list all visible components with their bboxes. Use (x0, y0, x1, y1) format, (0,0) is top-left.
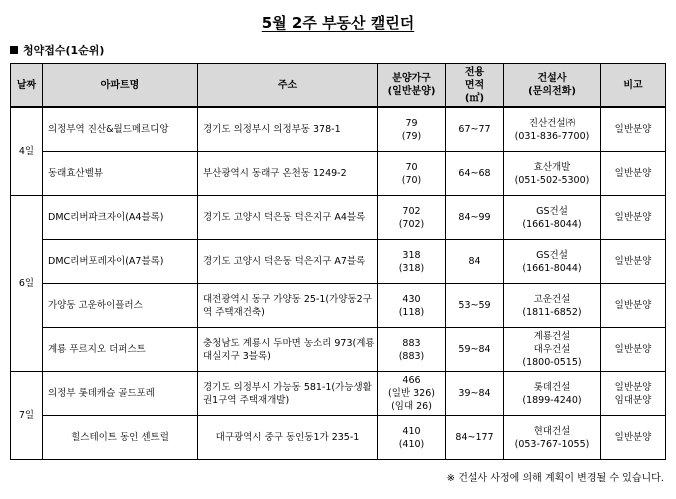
units: 466 (일반 326) (임대 26) (378, 372, 446, 416)
units: 430 (118) (378, 284, 446, 328)
table-row (11, 240, 666, 284)
area: 53~59 (446, 284, 504, 328)
section-heading: 청약접수(1순위) (10, 42, 104, 58)
apt-name: 가양동 고운하이플러스 (43, 284, 198, 328)
area: 84~177 (446, 416, 504, 460)
table-row (11, 107, 666, 152)
table-row (11, 152, 666, 196)
col-addr: 주소 (198, 64, 378, 108)
header-row (11, 64, 666, 108)
builder: 롯데건설 (1899-4240) (504, 372, 601, 416)
note: 일반분양 임대분양 (601, 372, 666, 416)
apt-name: 동래효산벨뷰 (43, 152, 198, 196)
note: 일반분양 (601, 240, 666, 284)
footnote: ※ 건설사 사정에 의해 계획이 변경될 수 있습니다. (446, 473, 664, 484)
address: 경기도 의정부시 의정부동 378-1 (198, 107, 378, 152)
builder: 현대건설 (053-767-1055) (504, 416, 601, 460)
area: 67~77 (446, 107, 504, 152)
units: 883 (883) (378, 328, 446, 372)
note: 일반분양 (601, 196, 666, 240)
builder: 계룡건설 대우건설 (1800-0515) (504, 328, 601, 372)
square-bullet-icon (10, 46, 18, 54)
area: 39~84 (446, 372, 504, 416)
builder: GS건설 (1661-8044) (504, 240, 601, 284)
address: 경기도 의정부시 가능동 581-1(가능생활권1구역 주택재개발) (198, 372, 378, 416)
note: 일반분양 (601, 152, 666, 196)
address: 대전광역시 동구 가양동 25-1(가양동2구역 주택재건축) (198, 284, 378, 328)
date-cell: 7일 (11, 372, 43, 460)
date-cell: 4일 (11, 107, 43, 196)
units: 702 (702) (378, 196, 446, 240)
date-cell: 6일 (11, 196, 43, 372)
table-row (11, 196, 666, 240)
address: 충청남도 계룡시 두마면 농소리 973(계룡대실지구 3블록) (198, 328, 378, 372)
table-row (11, 328, 666, 372)
builder: 진산건설㈜ (031-836-7700) (504, 107, 601, 152)
note: 일반분양 (601, 107, 666, 152)
address: 경기도 고양시 덕은동 덕은지구 A7블록 (198, 240, 378, 284)
apt-name: 의정부 롯데캐슬 골드포레 (43, 372, 198, 416)
builder: 고운건설 (1811-6852) (504, 284, 601, 328)
apt-name: DMC리버포레자이(A7블록) (43, 240, 198, 284)
apt-name: DMC리버파크자이(A4블록) (43, 196, 198, 240)
area: 64~68 (446, 152, 504, 196)
area: 84 (446, 240, 504, 284)
builder: GS건설 (1661-8044) (504, 196, 601, 240)
units: 318 (318) (378, 240, 446, 284)
col-note: 비고 (601, 64, 666, 108)
units: 70 (70) (378, 152, 446, 196)
col-date: 날짜 (11, 64, 43, 108)
apt-name: 계룡 푸르지오 더퍼스트 (43, 328, 198, 372)
address: 부산광역시 동래구 온천동 1249-2 (198, 152, 378, 196)
table-row (11, 284, 666, 328)
note: 일반분양 (601, 328, 666, 372)
col-units: 분양가구 (일반분양) (378, 64, 446, 108)
col-builder: 건설사 (문의전화) (504, 64, 601, 108)
builder: 효산개발 (051-502-5300) (504, 152, 601, 196)
units: 79 (79) (378, 107, 446, 152)
area: 84~99 (446, 196, 504, 240)
address: 경기도 고양시 덕은동 덕은지구 A4블록 (198, 196, 378, 240)
apt-name: 힐스테이트 동인 센트럴 (43, 416, 198, 460)
table-row (11, 372, 666, 416)
area: 59~84 (446, 328, 504, 372)
calendar-table (10, 63, 666, 460)
units: 410 (410) (378, 416, 446, 460)
page-title: 5월 2주 부동산 캘린더 (261, 14, 415, 32)
table-row (11, 416, 666, 460)
address: 대구광역시 중구 동인동1가 235-1 (198, 416, 378, 460)
apt-name: 의정부역 진산&월드메르디앙 (43, 107, 198, 152)
col-area: 전용 면적 (㎡) (446, 64, 504, 108)
note: 일반분양 (601, 284, 666, 328)
note: 일반분양 (601, 416, 666, 460)
col-apt: 아파트명 (43, 64, 198, 108)
